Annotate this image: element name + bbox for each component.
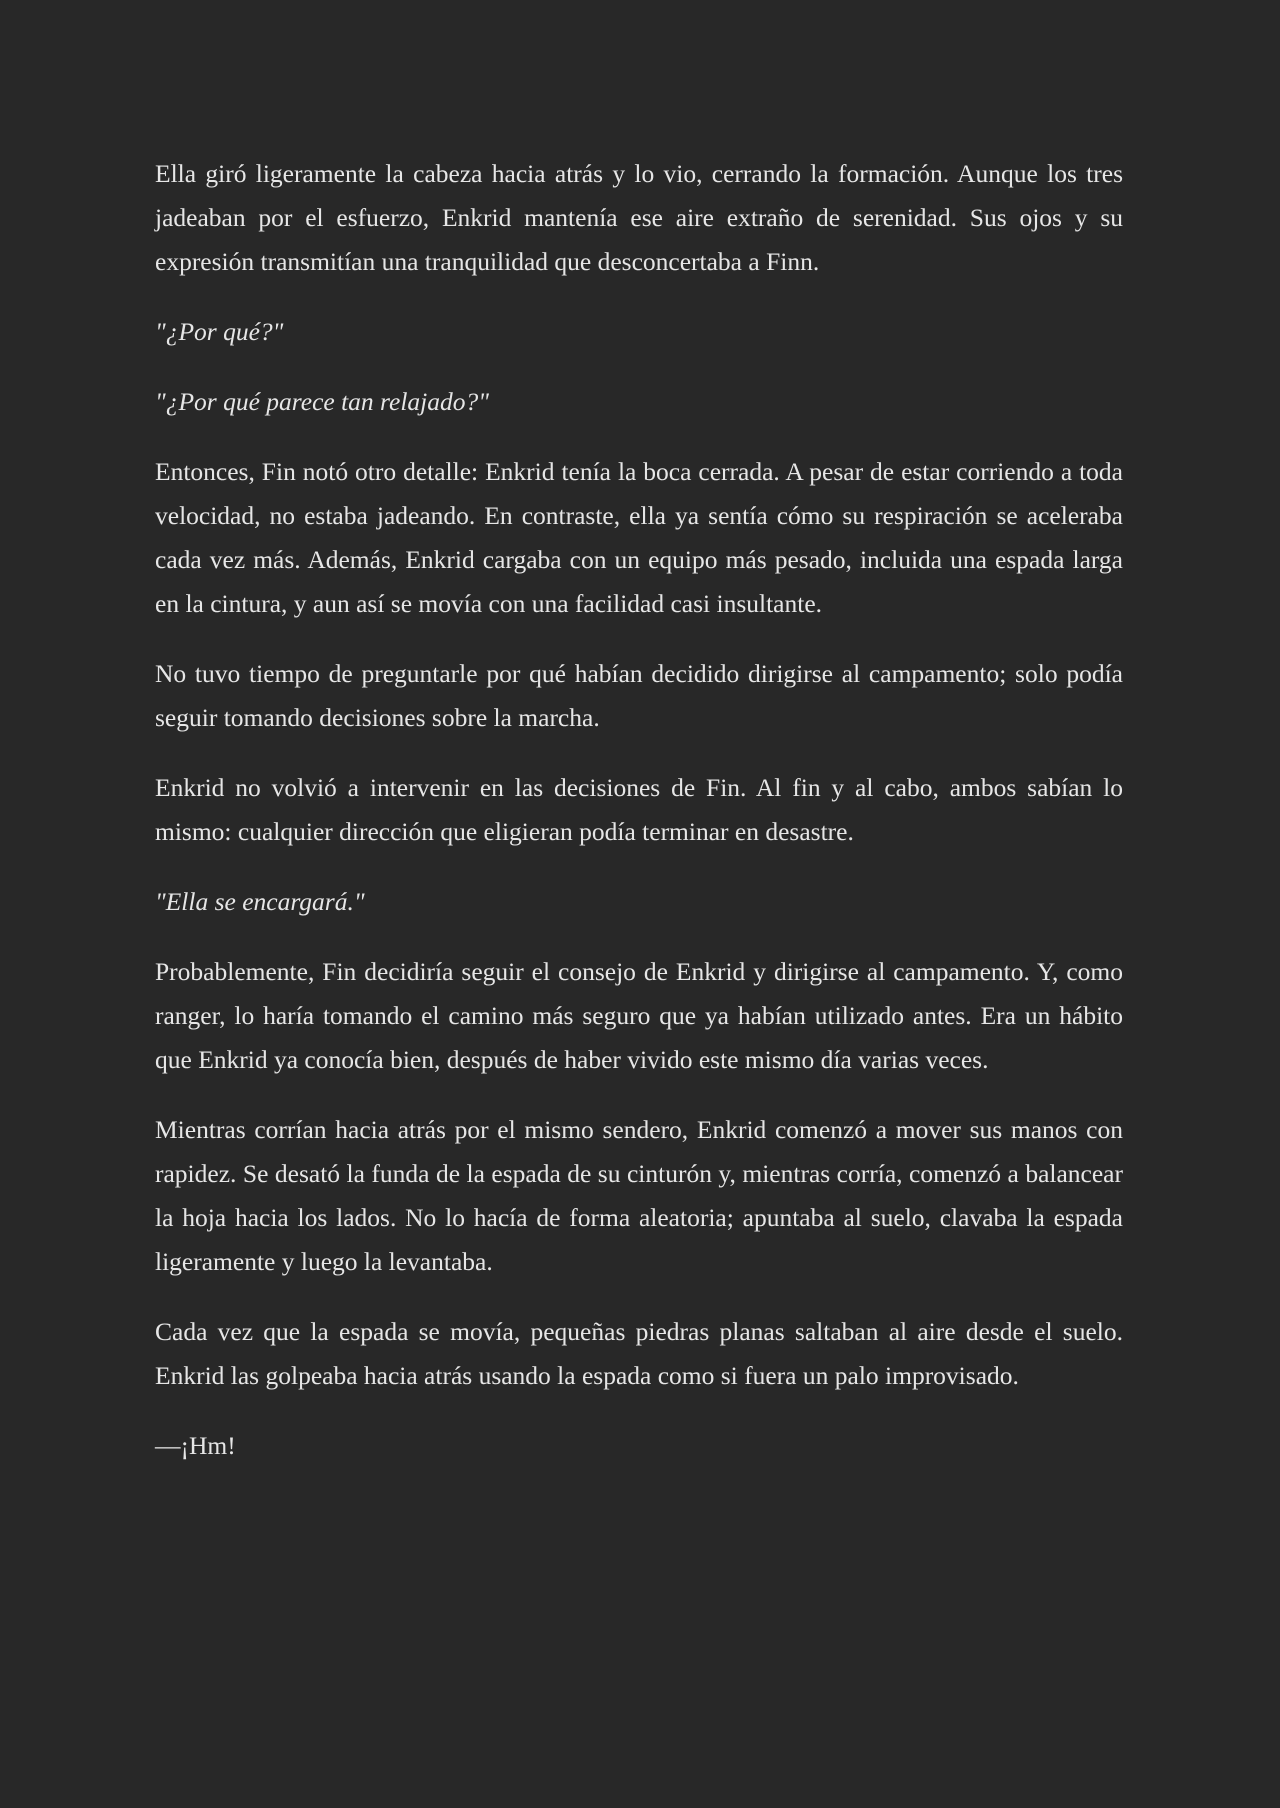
paragraph-3: No tuvo tiempo de preguntarle por qué habían decidido dirigirse al campamento; solo podía seguir tomando decisiones sobre la marcha.: [155, 659, 1123, 732]
paragraph-6: Mientras corrían hacia atrás por el mismo sendero, Enkrid comenzó a mover sus manos con rapidez. Se desató la funda de la espada de su cinturón y, mientras corría, comenzó a balancear la hoja hacia los lados. No lo hacía de forma aleatoria; apuntaba al suelo, clavaba la espada ligeramente y luego la levantaba.: [155, 1115, 1123, 1276]
paragraph-2: Entonces, Fin notó otro detalle: Enkrid tenía la boca cerrada. A pesar de estar corriendo a toda velocidad, no estaba jadeando. En contraste, ella ya sentía cómo su respiración se aceleraba cada vez más. Además, Enkrid cargaba con un equipo más pesado, incluida una espada larga en la cintura, y aun así se movía con una facilidad casi insultante.: [155, 457, 1123, 618]
paragraph-5: Probablemente, Fin decidiría seguir el consejo de Enkrid y dirigirse al campamento. Y, como ranger, lo haría tomando el camino más seguro que ya habían utilizado antes. Era un hábito que Enkrid ya conocía bien, después de haber vivido este mismo día varias veces.: [155, 957, 1123, 1074]
paragraph-1: Ella giró ligeramente la cabeza hacia atrás y lo vio, cerrando la formación. Aunque los tres jadeaban por el esfuerzo, Enkrid mantenía ese aire extraño de serenidad. Sus ojos y su expresión transmitían una tranquilidad que desconcertaba a Finn.: [155, 159, 1123, 276]
paragraph-7: Cada vez que la espada se movía, pequeñas piedras planas saltaban al aire desde el suelo. Enkrid las golpeaba hacia atrás usando la espada como si fuera un palo improvisado.: [155, 1317, 1123, 1390]
dialogue-line: —¡Hm!: [155, 1431, 236, 1460]
chapter-text: [155, 152, 1123, 1468]
thought-line-1: "¿Por qué?": [155, 317, 284, 346]
paragraph-4: Enkrid no volvió a intervenir en las decisiones de Fin. Al fin y al cabo, ambos sabían lo mismo: cualquier dirección que eligieran podía terminar en desastre.: [155, 773, 1123, 846]
thought-line-3: "Ella se encargará.": [155, 887, 365, 916]
thought-line-2: "¿Por qué parece tan relajado?": [155, 387, 489, 416]
